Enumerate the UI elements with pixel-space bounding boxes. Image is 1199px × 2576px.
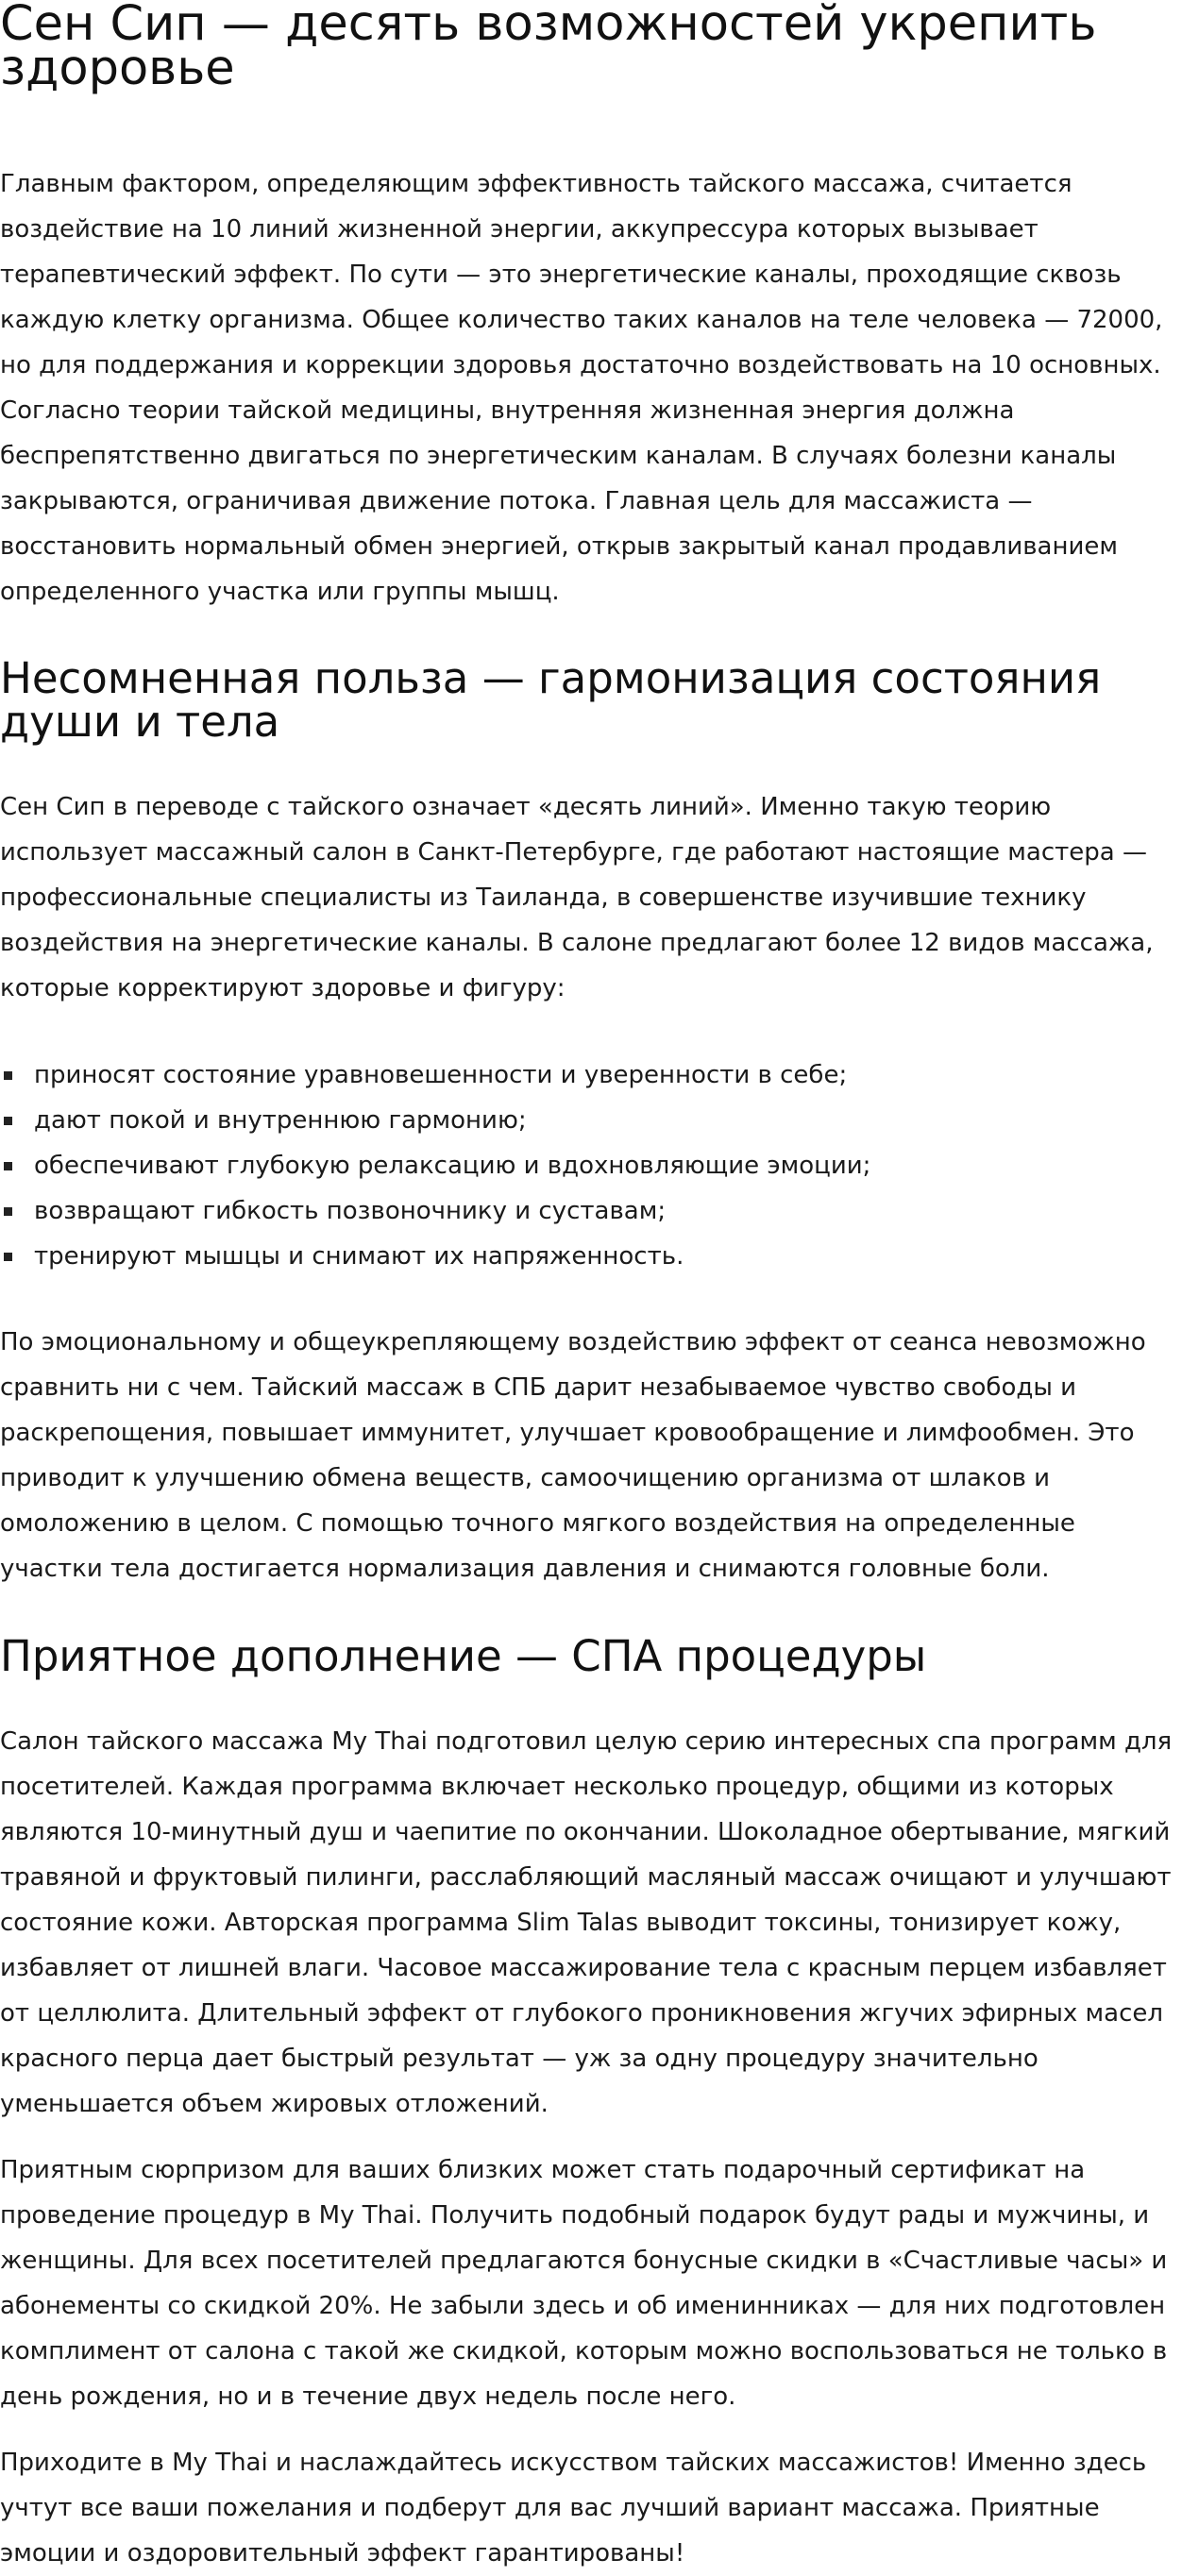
list-item [0,1052,1180,1098]
bullet-square-icon [4,1071,12,1080]
spa-paragraph-3: Приходите в My Thai и наслаждайтесь искусством тайских массажистов! Именно здесь учтут все ваши пожелания и подберут для вас лучший вариант массажа. Приятные эмоции и оздоровительный эффект гарантированы! [0,2449,1147,2568]
bullet-square-icon [4,1162,12,1170]
benefit-paragraph: Сен Сип в переводе с тайского означает «десять линий». Именно такую теорию использует массажный салон в Санкт-Петербурге, где работают настоящие мастера — профессиональные специалисты из Таиланда, в совершенстве изучившие технику воздействия на энергетические каналы. В салоне предлагают более 12 видов массажа, которые корректируют здоровье и фигуру: [0,793,1154,1002]
section-heading-benefit: Несомненная польза — гармонизация состояния души и тела [0,653,1102,747]
list-item-text: тренируют мышцы и снимают их напряженность. [34,1242,684,1271]
list-item-text: обеспечивают глубокую релаксацию и вдохновляющие эмоции; [34,1152,871,1180]
intro-paragraph: Главным фактором, определяющим эффективность тайского массажа, считается воздействие на 10 линий жизненной энергии, аккупрессура которых вызывает терапевтический эффект. По сути — это энергетические каналы, проходящие сквозь каждую клетку организма. Общее количество таких каналов на теле человека — 72000, но для поддержания и коррекции здоровья достаточно воздействовать на 10 основных. Согласно теории тайской медицины, внутренняя жизненная энергия должна беспрепятственно двигаться по энергетическим каналам. В случаях болезни каналы закрываются, ограничивая движение потока. Главная цель для массажиста — восстановить нормальный обмен энергией, открыв закрытый канал продавливанием определенного участка или группы мышц. [0,170,1163,606]
list-item-text: приносят состояние уравновешенности и уверенности в себе; [34,1061,848,1089]
bullet-square-icon [4,1253,12,1261]
section-heading-spa: Приятное дополнение — СПА процедуры [0,1631,927,1681]
list-item [0,1098,1180,1143]
article-title: Сен Сип — десять возможностей укрепить здоровье [0,0,1097,96]
spa-paragraph-1: Салон тайского массажа My Thai подготовил целую серию интересных спа программ для посетителей. Каждая программа включает несколько процедур, общими из которых являются 10-минутный душ и чаепитие по окончании. Шоколадное обертывание, мягкий травяной и фруктовый пилинги, расслабляющий масляный массаж очищают и улучшают состояние кожи. Авторская программа Slim Talas выводит токсины, тонизирует кожу, избавляет от лишней влаги. Часовое массажирование тела с красным перцем избавляет от целлюлита. Длительный эффект от глубокого проникновения жгучих эфирных масел красного перца дает быстрый результат — уж за одну процедуру значительно уменьшается объем жировых отложений. [0,1727,1173,2118]
bullet-square-icon [4,1117,12,1125]
spa-paragraph-2: Приятным сюрпризом для ваших близких может стать подарочный сертификат на проведение процедур в My Thai. Получить подобный подарок будут рады и мужчины, и женщины. Для всех посетителей предлагаются бонусные скидки в «Счастливые часы» и абонементы со скидкой 20%. Не забыли здесь и об именинниках — для них подготовлен комплимент от салона с такой же скидкой, которым можно воспользоваться не только в день рождения, но и в течение двух недель после него. [0,2156,1168,2411]
benefit-closing-paragraph: По эмоциональному и общеукрепляющему воздействию эффект от сеанса невозможно сравнить ни с чем. Тайский массаж в СПБ дарит незабываемое чувство свободы и раскрепощения, повышает иммунитет, улучшает кровообращение и лимфообмен. Это приводит к улучшению обмена веществ, самоочищению организма от шлаков и омоложению в целом. С помощью точного мягкого воздействия на определенные участки тела достигается нормализация давления и снимаются головные боли. [0,1328,1146,1583]
list-item [0,1143,1180,1188]
list-item [0,1234,1180,1279]
list-item-text: возвращают гибкость позвоночнику и суставам; [34,1197,667,1225]
list-item-text: дают покой и внутреннюю гармонию; [34,1106,527,1135]
benefit-list [0,1052,1180,1279]
bullet-square-icon [4,1207,12,1216]
list-item [0,1188,1180,1234]
